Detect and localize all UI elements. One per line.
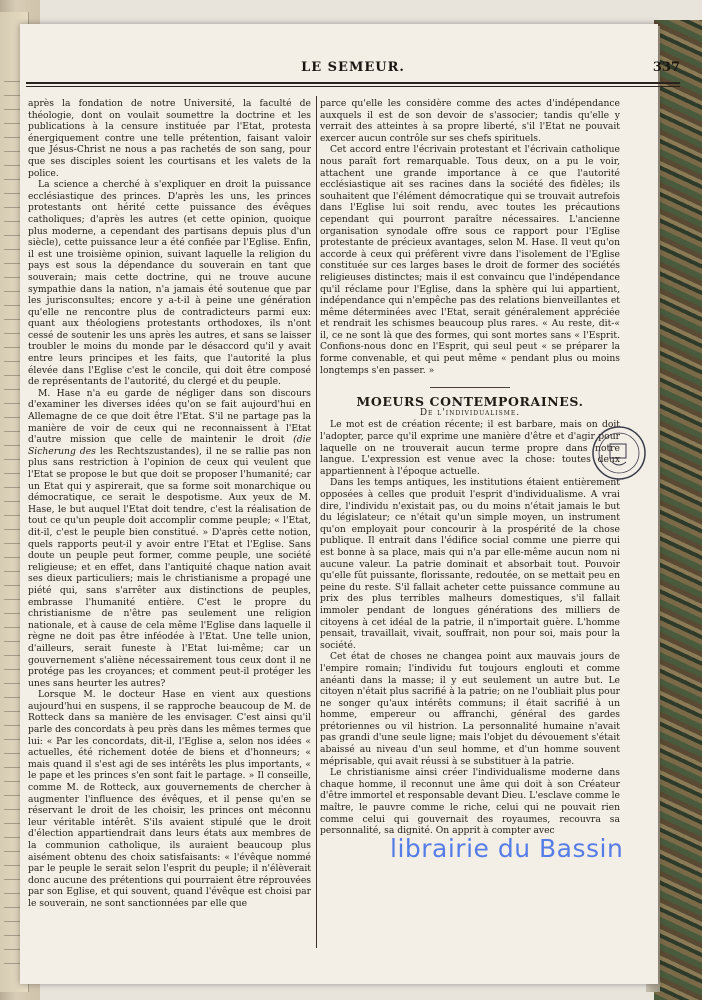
watermark-text: librairie du Bassin [390,834,624,863]
right-column [320,98,620,948]
right-paragraph: Cet état de choses ne changea point aux mauvais jours de l'empire romain; l'individu fut toujours englouti et comme anéanti dans la masse; il y eut seulement un autre but. Le citoyen n'était plus sacrifié à la patrie; on ne l'oubliait plus pour ne songer qu'aux intérêts communs; il était sacrifié à un homme, empereur ou affranchi, général des gardes prétoriennes ou vil histrion. La personnalité humaine n'avait pas grandi d'une seule ligne; mais l'objet du dévouement s'était abaissé au niveau d'un seul homme, et d'un homme souvent méprisable, qui avait réussi à se substituer à la patrie. [320,651,620,767]
left-paragraph: La science a cherché à s'expliquer en droit la puissance ecclésiastique des princes. D'après les uns, les princes protestants ont hérité cette puissance des évêques catholiques; d'après les autres (et cette opinion, quoique plus moderne, a cependant des partisans depuis plus d'un siècle), cette puissance leur a été confiée par l'Eglise. Enfin, il est une troisième opinion, suivant laquelle la religion du pays est sous la dépendance du souverain en tant que souverain; mais cette doctrine, qui ne trouve aucune sympathie dans la nation, n'a jamais été soutenue que par les jurisconsultes; encore y a-t-il à peine une génération qu'elle ne rencontre plus de contradicteurs parmi eux: quant aux théologiens protestants orthodoxes, ils n'ont cessé de soutenir les uns après les autres, et sans se laisser troubler le moins du monde par le désaccord qu'il y avait entre leurs principes et les faits, que l'autorité la plus élevée dans l'Eglise c'est le concile, qui doit être composé de représentants de l'autorité, du clergé et du peuple. [28,179,311,388]
page-number: 337 [652,60,680,75]
left-paragraph: après la fondation de notre Université, la faculté de théologie, dont on voulait soumettre la doctrine et les publications à la censure instituée par l'Etat, protesta énergiquement contre une telle prétention, faisant valoir que Jésus-Christ ne nous a pas rachetés de son sang, pour que ses disciples soient les courtisans et les valets de la police. [28,98,311,179]
journal-title: LE SEMEUR. [301,60,405,75]
italic-german-term: (die Sicherung des [28,434,311,457]
right-paragraph: Dans les temps antiques, les institutions étaient entièrement opposées à celles que produit l'esprit d'individualisme. A vrai dire, l'individu n'existait pas, ou du moins n'était jamais le but du législateur; ce n'était qu'un simple moyen, un instrument qu'on employait pour concourir à la prospérité de la chose publique. Il entrait dans l'édifice social comme une pierre qui est bonne à sa place, mais qui n'a par elle-même aucun nom ni aucune valeur. La patrie dominait et absorbait tout. Pouvoir qu'elle fût puissante, florissante, redoutée, on se mettait peu en peine du reste. S'il fallait acheter cette puissance commune au prix des plus terribles malheurs domestiques, s'il fallait immoler pendant de longues générations des milliers de citoyens à cet idéal de la patrie, il n'importait guère. L'homme pensait, travaillait, vivait, souffrait, non pour soi, mais pour la société. [320,477,620,651]
marbled-binding [654,20,702,1000]
header-rule [26,82,680,84]
left-paragraph-text: les Rechtszustandes), il ne se rallie pas non plus sans restriction à l'opinion de ceux qui veulent que l'Etat se propose le but que doit se proposer l'humanité; car un Etat qui y aspirerait, que sa forme soit monarchique ou démocratique, ce serait le despotisme. Aux yeux de M. Hase, le but auquel l'Etat doit tendre, c'est la réalisation de tout ce qu'un peuple doit accomplir comme peuple; « l'Etat, dit-il, c'est le peuple bien constitué. » D'après cette notion, quels rapports peut-il y avoir entre l'Etat et l'Eglise. Sans doute un peuple peut former, comme peuple, une société religieuse; et en effet, dans l'antiquité chaque nation avait ses dieux particuliers; mais le christianisme a propagé une piété qui, sans s'arrêter aux distinctions de peuples, embrasse l'humanité entière. C'est le propre du christianisme de n'être pas seulement une religion nationale, et à cause de cela même l'Eglise dans laquelle il règne ne doit pas être inféodée à l'Etat. Une telle union, d'ailleurs, serait funeste à l'Etat lui-même; car un gouvernement s'aliène nécessairement tous ceux dont il ne protége pas les croyances; et comment peut-il protéger les unes sans heurter les autres? [28,445,311,689]
right-paragraph: Cet accord entre l'écrivain protestant et l'écrivain catholique nous paraît fort remarquable. Tous deux, on a pu le voir, attachent une grande importance à ce que l'autorité ecclésiastique ait ses racines dans la société des fidèles; ils souhaitent que l'élément démocratique qui se trouvait autrefois dans l'Eglise lui soit rendu, avec toutes les précautions cependant qui pourront paraître nécessaires. L'ancienne organisation synodale offre sous ce rapport pour l'Eglise protestante de précieux avantages, selon M. Hase. Il veut qu'on accorde à ceux qui préfèrent vivre dans l'isolement de l'Eglise constituée sur ces larges bases le droit de former des sociétés religieuses distinctes; mais il est convaincu que l'indépendance qu'il réclame pour l'Eglise, dans la sphère qui lui appartient, indépendance qui n'empêche pas des relations bienveillantes et même déterminées avec l'Etat, serait généralement appréciée et rendrait les schismes beaucoup plus rares. « Au reste, dit-« il, ce ne sont là que des formes, qui sont mortes sans « l'Esprit. Confions-nous donc en l'Esprit, qui seul peut « se préparer la forme convenable, et qui peut même « pendant plus ou moins longtemps s'en passer. » [320,144,620,376]
right-paragraph: Le mot est de création récente; il est barbare, mais on doit l'adopter, parce qu'il exprime une manière d'être et d'agir pour laquelle on ne trouverait aucun terme propre dans notre langue. L'expression est venue avec la chose: toutes deux appartiennent à l'époque actuelle. [320,419,620,477]
page-header [26,60,680,82]
left-paragraph: Lorsque M. le docteur Hase en vient aux questions aujourd'hui en suspens, il se rapproche beaucoup de M. de Rotteck dans sa manière de les envisager. C'est ainsi qu'il parle des concordats à peu près dans les mêmes termes que lui: « Par les concordats, dit-il, l'Eglise a, selon nos idées « actuelles, été richement dotée de biens et d'honneurs; « mais quand il s'est agi de ses intérêts les plus importants, « le pape et les princes s'en sont fait le partage. » Il conseille, comme M. de Rotteck, aux gouvernements de chercher à augmenter l'influence des évêques, et il pense qu'en se réservant le droit de les choisir, les princes ont méconnu leur véritable intérêt. S'ils avaient stipulé que le droit d'élection appartiendrait dans leurs états aux membres de la communion catholique, ils auraient beaucoup plus aisément obtenu des choix satisfaisants: « l'évêque nommé par le peuple le serait selon l'esprit du peuple; il n'élèverait donc aucune des prétentions qui pourraient être réprouvées par son Eglise, et qui souvent, quand l'évêque est choisi par le souverain, ne sont sanctionnées par elle que [28,689,311,909]
column-divider [316,96,317,948]
header-rule-thin [26,86,680,87]
section-subtitle: De l'individualisme. [419,407,521,418]
right-paragraph: parce qu'elle les considère comme des actes d'indépendance auxquels il est de son devoir de s'associer; tandis qu'elle y verrait des atteintes à sa propre liberté, s'il l'Etat ne pouvait exercer aucun contrôle sur ses chefs spirituels. [320,98,620,144]
right-paragraph: Le christianisme ainsi créer l'individualisme moderne dans chaque homme, il reconnut une âme qui doit à son Créateur d'être immortel et responsable devant Dieu. L'esclave comme le maître, le pauvre comme le riche, celui qui ne pouvait rien comme celui qui gouvernait des royaumes, recouvra sa personnalité, sa dignité. On apprit à compter avec [320,767,620,837]
left-paragraph-text: M. Hase n'a eu garde de négliger dans son discours d'examiner les diverses idées qu'on se fait aujourd'hui en Allemagne de ce que doit être l'Etat. S'il ne partage pas la manière de voir de ceux qui ne reconnaissent à l'Etat d'autre mission que celle de maintenir le droit [28,387,311,446]
section-title: MOEURS CONTEMPORAINES. [356,394,584,410]
library-stamp [590,424,648,482]
left-paragraph [28,388,311,689]
left-column [28,98,311,948]
section-ornament [320,382,620,392]
